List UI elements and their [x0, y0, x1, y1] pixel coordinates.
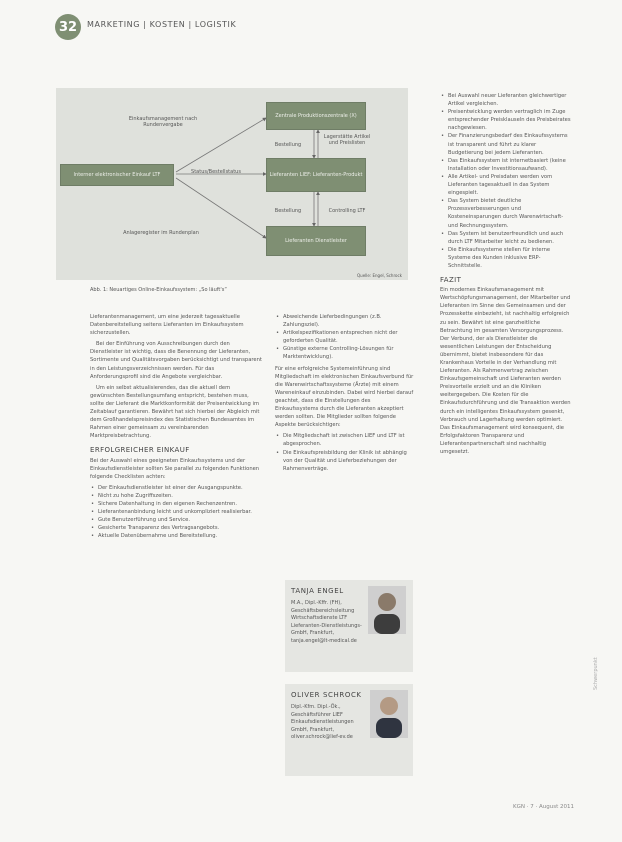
- list-item: • Günstige externe Controlling-Lösungen für Marktentwicklung).: [283, 345, 415, 361]
- list-item: • Das System bietet deutliche Prozessverbesserungen und Kosteneinsparungen durch Warenwirtschaft- und Rechnungssystem.: [448, 197, 572, 229]
- figure-label-status: Status/Bestellstatus: [191, 169, 241, 175]
- figure-box-left: Interner elektronischer Einkauf LTF: [60, 164, 174, 186]
- section-heading: ERFOLGREICHER EINKAUF: [90, 446, 190, 455]
- figure-label-bestellung-bottom: Bestellung: [274, 208, 302, 214]
- figure-box-top: Zentrale Produktionszentrale (X): [266, 102, 366, 130]
- paragraph: Lieferantenmanagement, um eine jederzeit tagesaktuelle Datenbereitstellung seitens Lieferanten im Einkaufssystem sicherzustellen.: [90, 314, 244, 337]
- figure-box-bottom: Lieferanten Dienstleister: [266, 226, 366, 256]
- figure-label-controlling: Controlling LTF: [328, 208, 366, 214]
- figure-box-middle: Lieferanten LIEF: Lieferanten-Produkt: [266, 158, 366, 192]
- paragraph: Bei der Einführung von Ausschreibungen durch den Dienstleister ist wichtig, dass die Benennung der Lieferanten, Sortimente und Qualitätsvorgaben berücksichtigt und transparent in den Leistungsverzeichnissen werden. Für das Anforderungsprofil sind die Angebote vergleichbar.: [90, 341, 262, 380]
- column-2: [275, 313, 415, 476]
- list-item: • Lieferantenanbindung leicht und unkompliziert realisierbar.: [98, 508, 262, 516]
- list-item: • Artikelspezifikationen entsprechen nicht der geforderten Qualität.: [283, 329, 415, 345]
- author-bio: Dipl.-Kfm. Dipl.-Ök., Geschäftsführer LIEF Einkaufsdienstleistungen GmbH, Frankfurt, oliver.schrock@lief-ev.de: [291, 704, 354, 740]
- list-item: • Der Einkaufsdienstleister ist einer der Ausgangspunkte.: [98, 484, 262, 492]
- figure-label-top-left: Einkaufsmanagement nach Rundenvergabe: [128, 116, 198, 129]
- bullet-list: [440, 92, 572, 270]
- sidebar-label: Schwerpunkt: [593, 657, 599, 690]
- paragraph: Bei der Auswahl eines geeigneten Einkaufssystems und der Einkaufsdienstleister sollten Sie parallel zu folgenden Funktionen folgende Checklisten achten:: [90, 457, 260, 480]
- figure-credit: Quelle: Engel, Schrock: [357, 273, 402, 278]
- list-item: • Gesicherte Transparenz des Vertragsangebots.: [98, 524, 262, 532]
- list-item: • Sichere Datenhaltung in den eigenen Rechenzentren.: [98, 500, 262, 508]
- page-footer: KGN · 7 · August 2011: [513, 804, 574, 810]
- figure-label-lagerstaette: Lagerstätte Artikel und Preislisten: [323, 134, 371, 147]
- list-item: • Das System ist benutzerfreundlich und auch durch LTF Mitarbeiter leicht zu bedienen.: [448, 230, 572, 246]
- checklist: [90, 484, 262, 541]
- list-item: • Der Finanzierungsbedarf des Einkaufssystems ist transparent und führt zu klarer Budgetierung bei jedem Lieferanten.: [448, 132, 572, 156]
- list-item: • Preisentwicklung werden vertraglich im Zuge entsprechender Preisklauseln des Preisbeirates nachgewiesen.: [448, 108, 572, 132]
- column-3: [440, 92, 572, 459]
- process-figure: [56, 88, 408, 280]
- figure-caption: Abb. 1: Neuartiges Online-Einkaufssystem: „So läuft's“: [90, 287, 227, 293]
- list-item: • Nicht zu hohe Zugriffszeiten.: [98, 492, 262, 500]
- list-item: • Die Einkaufssysteme stellen für interne Systeme des Kunden inklusive ERP-Schnittstelle.: [448, 246, 572, 270]
- list-item: • Die Mitgliedschaft ist zwischen LIEF und LTF ist abgesprochen.: [283, 432, 415, 448]
- author-photo-schrock: [370, 690, 408, 738]
- list-item: • Abweichende Lieferbedingungen (z.B. Zahlungsziel).: [283, 313, 415, 329]
- column-1: [90, 313, 262, 543]
- list-item: • Alle Artikel- und Preisdaten werden vom Lieferanten tagesaktuell in das System eingespielt.: [448, 173, 572, 197]
- author-bio: M.A., Dipl.-Kffr. (FH), Geschäftsbereichsleitung Wirtschaftsdienste LTF Lieferanten-Dienstleistungs-GmbH, Frankfurt, tanja.engel@lt-medical.de: [291, 600, 362, 644]
- paragraph: Um ein selbst aktualisierendes, das die aktuell dem gewünschten Bestellungsumfang entspricht, bestehen muss, sollte der Lieferant die Marktkonformität der Preisentwicklung im Zeitablauf garantieren. Bewährt hat sich hierbei der Abgleich mit dem Großhandelspreisindex des Statistischen Bundesamtes im Rahmen einer gemeinsam zu vereinbarenden Marktpreisbetrachtung.: [90, 384, 260, 440]
- list-item: • Aktuelle Datenübernahme und Bereitstellung.: [98, 532, 262, 540]
- list-item: • Das Einkaufssystem ist internetbasiert (keine Installation oder Investitionsaufwand).: [448, 157, 572, 173]
- list-item: • Die Einkaufspreisbildung der Klinik ist abhängig von der Qualität und Lieferbeziehungen der Rahmenverträge.: [283, 449, 415, 473]
- section-heading: FAZIT: [440, 276, 462, 285]
- author-name: OLIVER SCHROCK: [291, 691, 362, 699]
- page-number-badge: 32: [55, 14, 81, 40]
- figure-label-bottom-left: Anlageregister im Rundenplan: [123, 230, 199, 236]
- author-name: TANJA ENGEL: [291, 587, 344, 595]
- paragraph: Für eine erfolgreiche Systemeinführung sind Mitgliedschaft im elektronischen Einkaufsverbund für die Warenwirtschaftssysteme (Ärzte) mit einem Wareneinkauf einzubinden. Dabei wird hierbei darauf geachtet, dass die Einstellungen des Einkaufssystems durch die Lieferanten akzeptiert werden sollten. Die Mitglieder sollten folgende Aspekte berücksichtigen:: [275, 365, 414, 429]
- paragraph: Ein modernes Einkaufsmanagement mit Wertschöpfungsmanagement, der Mitarbeiter und Lieferanten im Sinne des Gemeinsamen und der Prozesskette einbezieht, ist nachhaltig erfolgreich zu sein. Bewährt ist eine ganzheitliche Betrachtung im gesamten Versorgungsprozess. Der Verbund, der als Dienstleister die wesentlichen Leistungen der Entscheidung übernimmt, bietet insbesondere für das Krankenhaus Vorteile in der Verhandlung mit Lieferanten. Als Rahmenvertrag zwischen Einkaufsgemeinschaft und Lieferanten werden Preisvorteile erzielt und an die Kliniken weitergegeben. Die Kosten für die Einkaufsdurchführung und die Transaktion werden durch ein intelligentes Einkaufssystem gesenkt, Verbrauch und Lagerhaltung werden optimiert. Das Einkaufsmanagement wird konsequent, die Erfolgsfaktoren Transparenz und Lieferantenpartnerschaft sind nachhaltig umgesetzt.: [440, 287, 571, 456]
- figure-label-bestellung-top: Bestellung: [274, 142, 302, 148]
- list-item: • Bei Auswahl neuer Lieferanten gleichwertiger Artikel vergleichen.: [448, 92, 572, 108]
- header-section-title: MARKETING | KOSTEN | LOGISTIK: [87, 20, 237, 29]
- author-photo-engel: [368, 586, 406, 634]
- bullet-list: [275, 313, 415, 362]
- bullet-list: [275, 432, 415, 472]
- list-item: • Gute Benutzerführung und Service.: [98, 516, 262, 524]
